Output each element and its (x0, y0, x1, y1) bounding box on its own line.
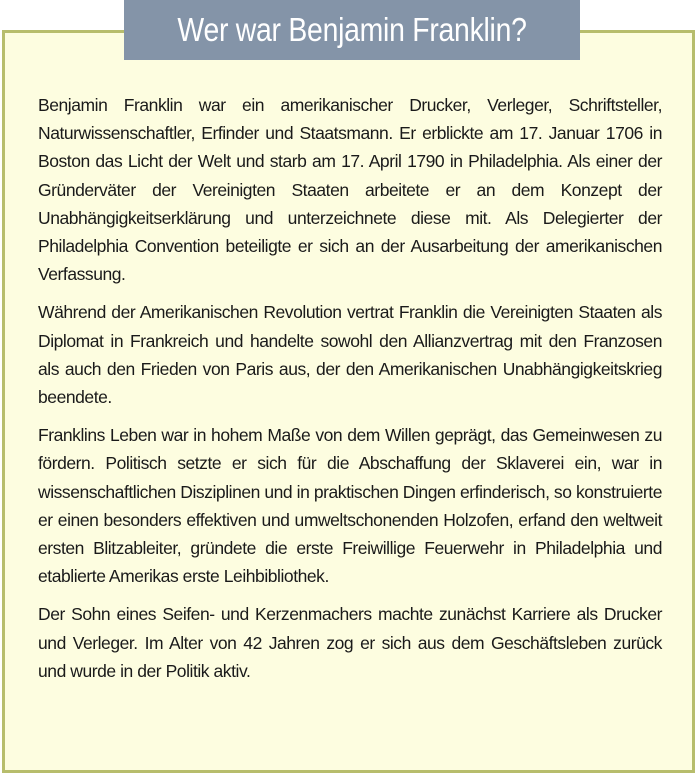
title-banner (124, 0, 580, 60)
paragraph-4: Der Sohn eines Seifen- und Kerzenmachers machte zunächst Karriere als Drucker und Verleger. Im Alter von 42 Jahren zog er sich aus dem Geschäftsleben zurück und wurde in der Politik aktiv. (38, 604, 662, 681)
paragraph-2: Während der Amerikanischen Revolution vertrat Franklin die Vereinigten Staaten als Diplomat in Frankreich und handelte sowohl den Allianzvertrag mit den Franzosen als auch den Frieden von Paris aus, der den Amerikanischen Unabhängigkeitskrieg beendete. (38, 302, 662, 408)
body-text (38, 91, 662, 695)
page-title: Wer war Benjamin Franklin? (177, 11, 527, 48)
paragraph-3: Franklins Leben war in hohem Maße von dem Willen geprägt, das Gemeinwesen zu fördern. Politisch setzte er sich für die Abschaffung der Sklaverei ein, war in wissenschaftlichen Disziplinen und in praktischen Dingen erfinderisch, so konstruierte er einen besonders effektiven und umweltschonenden Holzofen, erfand den weltweit ersten Blitzableiter, gründete die erste Freiwillige Feuerwehr in Philadelphia und etablierte Amerikas erste Leihbibliothek. (38, 425, 662, 587)
paragraph-1: Benjamin Franklin war ein amerikanischer Drucker, Verleger, Schriftsteller, Naturwissenschaftler, Erfinder und Staatsmann. Er erblickte am 17. Januar 1706 in Boston das Licht der Welt und starb am 17. April 1790 in Philadelphia. Als einer der Gründerväter der Vereinigten Staaten arbeitete er an dem Konzept der Unabhängigkeitserklärung und unterzeichnete diese mit. Als Delegierter der Philadelphia Convention beteiligte er sich an der Ausarbeitung der amerikanischen Verfassung. (38, 95, 662, 285)
